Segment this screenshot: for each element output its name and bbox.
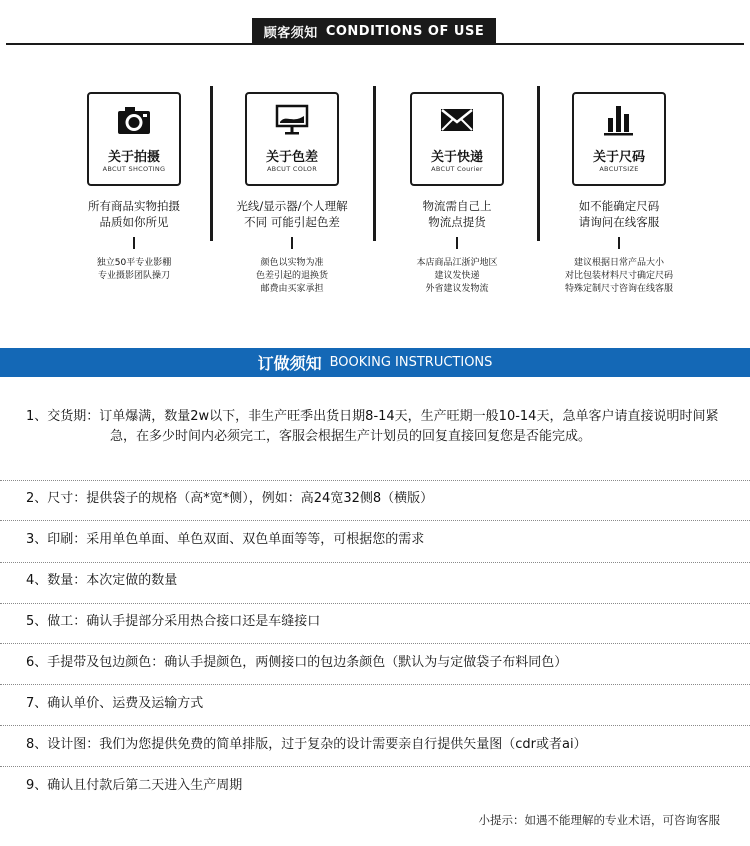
dotted-divider xyxy=(0,643,750,644)
conditions-header xyxy=(0,18,750,46)
booking-item xyxy=(26,776,726,796)
size-note xyxy=(529,257,709,296)
divider-tick xyxy=(456,237,458,249)
divider-tick xyxy=(618,237,620,249)
shooting-title: 关于拍摄 xyxy=(107,150,160,165)
size-description xyxy=(529,198,709,230)
courier-description xyxy=(367,198,547,230)
note-line: 本店商品江浙沪地区 xyxy=(416,258,498,268)
courier-note xyxy=(367,257,547,296)
booking-item-text: 3、印刷：采用单色单面、单色双面、双色单面等等，可根据您的需求 xyxy=(26,532,425,547)
courier-icon-box xyxy=(410,92,504,186)
desc-line: 物流点提货 xyxy=(428,215,486,229)
booking-item-text: 8、设计图：我们为您提供免费的简单排版，过于复杂的设计需要亲自行提供矢量图（cdr或者ai） xyxy=(26,737,587,752)
color-description xyxy=(202,198,382,230)
condition-shooting xyxy=(44,92,224,283)
divider-tick xyxy=(133,237,135,249)
dotted-divider xyxy=(0,480,750,481)
camera-icon xyxy=(116,102,152,138)
desc-line: 如不能确定尺码 xyxy=(578,199,660,213)
dotted-divider xyxy=(0,725,750,726)
dotted-divider xyxy=(0,562,750,563)
monitor-icon xyxy=(274,102,310,138)
size-title: 关于尺码 xyxy=(592,150,645,165)
booking-item-text: 6、手提带及包边颜色：确认手提颜色，两侧接口的包边条颜色（默认为与定做袋子布料同色） xyxy=(26,655,568,670)
envelope-icon xyxy=(439,102,475,138)
size-icon-box xyxy=(572,92,666,186)
booking-item-text: 5、做工：确认手提部分采用热合接口还是车缝接口 xyxy=(26,614,321,629)
desc-line: 请询问在线客服 xyxy=(578,215,660,229)
booking-item-text: 2、尺寸：提供袋子的规格（高*宽*侧），例如：高24宽32侧8（横版） xyxy=(26,491,434,506)
booking-item xyxy=(26,694,726,714)
booking-item-text: 9、确认且付款后第二天进入生产周期 xyxy=(26,778,243,793)
desc-line: 物流需自己上 xyxy=(422,199,492,213)
shooting-subtitle: ABCUT SHCOTING xyxy=(102,165,166,173)
desc-line: 光线/显示器/个人理解 xyxy=(236,199,348,213)
booking-item xyxy=(26,612,726,632)
booking-title-cn: 订做须知 xyxy=(257,354,322,373)
condition-color xyxy=(202,92,382,296)
color-title: 关于色差 xyxy=(265,150,318,165)
note-line: 色差引起的退换货 xyxy=(255,271,328,281)
conditions-title-en: CONDITIONS OF USE xyxy=(325,24,485,39)
booking-item xyxy=(26,735,726,755)
desc-line: 不同 可能引起色差 xyxy=(244,215,340,229)
desc-line: 品质如你所见 xyxy=(99,215,169,229)
conditions-title-tab xyxy=(252,18,496,45)
note-line: 对比包装材料尺寸确定尺码 xyxy=(564,271,673,281)
booking-item xyxy=(26,653,726,673)
note-line: 建议发快递 xyxy=(434,271,480,281)
shooting-icon-box xyxy=(87,92,181,186)
booking-item xyxy=(26,407,726,447)
note-line: 特殊定制尺寸咨询在线客服 xyxy=(564,284,673,294)
condition-size xyxy=(529,92,709,296)
booking-item xyxy=(26,489,726,509)
booking-item xyxy=(26,571,726,591)
conditions-title-cn: 顾客须知 xyxy=(263,26,318,41)
dotted-divider xyxy=(0,520,750,521)
tip-text: 小提示：如遇不能理解的专业术语，可咨询客服 xyxy=(478,813,720,827)
note-line: 专业摄影团队操刀 xyxy=(97,271,170,281)
note-line: 颜色以实物为准 xyxy=(260,258,324,268)
courier-subtitle: ABCUT Courier xyxy=(431,165,483,173)
desc-line: 所有商品实物拍摄 xyxy=(88,199,180,213)
shooting-note xyxy=(44,257,224,283)
color-note xyxy=(202,257,382,296)
booking-item-text: 7、确认单价、运费及运输方式 xyxy=(26,696,204,711)
size-subtitle: ABCUTSIZE xyxy=(599,165,639,173)
note-line: 外省建议发物流 xyxy=(425,284,489,294)
courier-title: 关于快递 xyxy=(430,150,483,165)
dotted-divider xyxy=(0,684,750,685)
booking-item-text: 1、交货期：订单爆满，数量2w以下，非生产旺季出货日期8-14天，生产旺期一般10-14天，急单客户请直接说明时间紧急，在多少时间内必须完工，客服会根据生产计划员的回复直接回复您是否能完成。 xyxy=(26,409,719,444)
color-icon-box xyxy=(245,92,339,186)
divider-tick xyxy=(291,237,293,249)
condition-courier xyxy=(367,92,547,296)
booking-header xyxy=(0,348,750,377)
dotted-divider xyxy=(0,603,750,604)
shooting-description xyxy=(44,198,224,230)
note-line: 建议根据日常产品大小 xyxy=(573,258,664,268)
note-line: 独立50平专业影棚 xyxy=(96,258,172,268)
color-subtitle: ABCUT COLOR xyxy=(266,165,318,173)
booking-item xyxy=(26,530,726,550)
note-line: 邮费由买家承担 xyxy=(260,284,324,294)
bar-chart-icon xyxy=(601,102,637,138)
booking-title-en: BOOKING INSTRUCTIONS xyxy=(329,355,493,370)
booking-item-text: 4、数量：本次定做的数量 xyxy=(26,573,178,588)
dotted-divider xyxy=(0,766,750,767)
